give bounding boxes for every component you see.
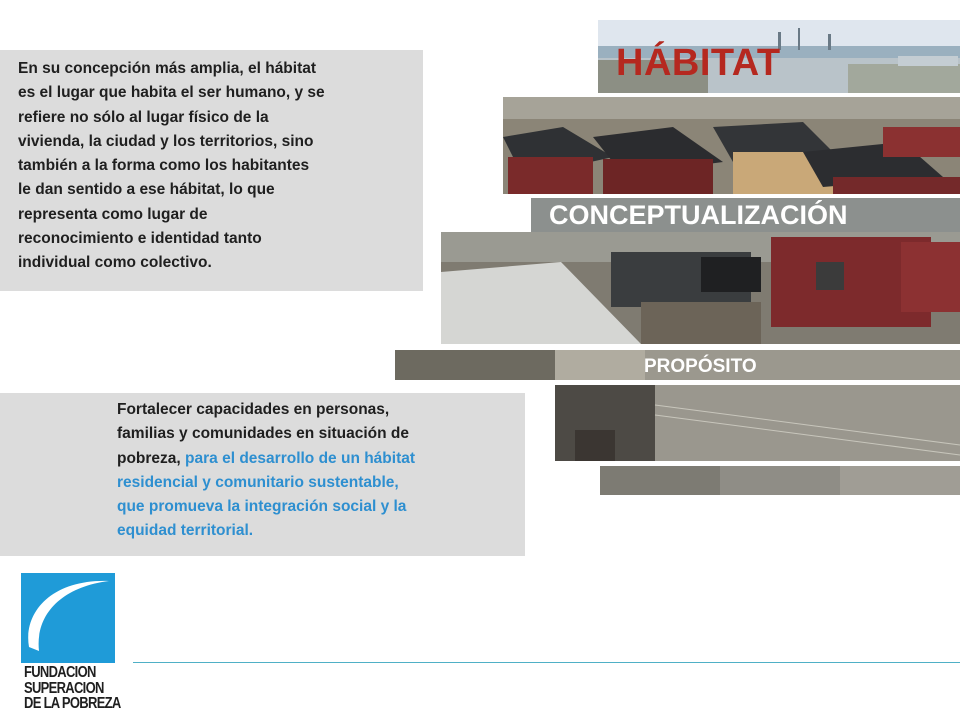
photo-strip-muddy-yard [555, 385, 960, 461]
accent-text-line: que promueva la integración social y la [117, 498, 407, 516]
text-line: Fortalecer capacidades en personas, [117, 401, 390, 418]
section-heading-proposito: PROPÓSITO [644, 356, 757, 377]
text-line: vivienda, la ciudad y los territorios, sino [18, 132, 314, 150]
proposito-paragraph [117, 398, 487, 544]
accent-text: para el desarrollo de un hábitat [185, 449, 416, 467]
footer-divider [133, 662, 960, 663]
photo-strip-roofs [503, 97, 960, 194]
logo-line: FUNDACION [24, 662, 96, 681]
text-segment: pobreza, [117, 449, 186, 467]
text-line: refiere no sólo al lugar físico de la [18, 108, 269, 126]
fundacion-logo-icon [21, 573, 115, 663]
text-line: individual como colectivo. [18, 254, 212, 272]
text-line: es el lugar que habita el ser humano, y se [18, 84, 325, 102]
section-heading-conceptualizacion: CONCEPTUALIZACIÓN [549, 200, 848, 230]
logo-line: SUPERACION [24, 678, 104, 697]
text-line: En su concepción más amplia, el hábitat [18, 60, 317, 77]
logo-line: DE LA POBREZA [24, 694, 121, 712]
photo-strip-ground [600, 466, 960, 495]
accent-text-line: residencial y comunitario sustentable, [117, 473, 399, 491]
text-line [117, 447, 487, 471]
text-line: representa como lugar de [18, 205, 208, 223]
page-title: HÁBITAT [616, 42, 781, 84]
photo-strip-construction [441, 232, 960, 344]
concepcion-paragraph [18, 57, 390, 276]
text-line: familias y comunidades en situación de [117, 425, 410, 443]
text-line: también a la forma como los habitantes [18, 157, 310, 175]
accent-text-line: equidad territorial. [117, 522, 254, 540]
logo-wordmark [24, 664, 124, 711]
text-line: le dan sentido a ese hábitat, lo que [18, 181, 275, 199]
text-line: reconocimiento e identidad tanto [18, 230, 262, 248]
